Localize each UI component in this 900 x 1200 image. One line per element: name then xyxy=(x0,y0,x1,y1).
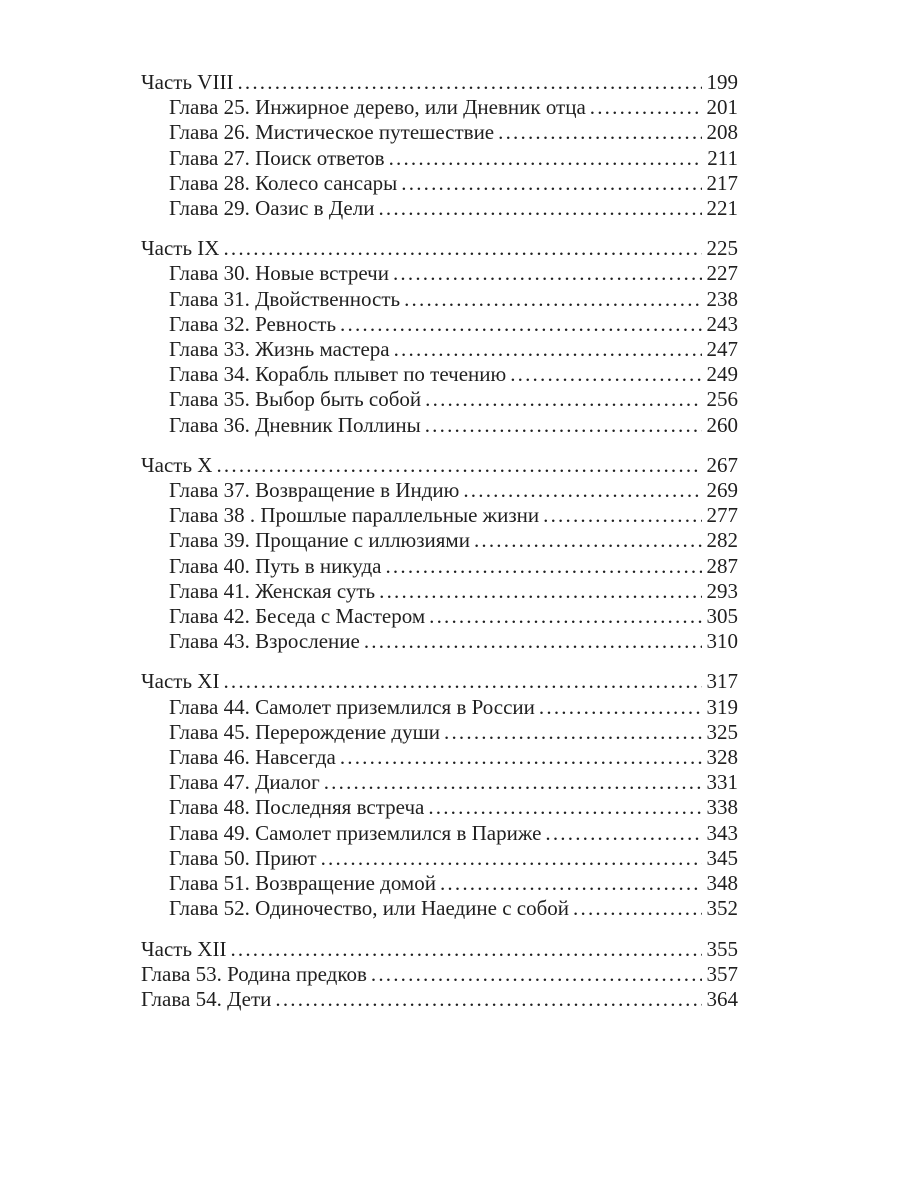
toc-entry-page: 267 xyxy=(706,452,738,477)
toc-entry-page: 221 xyxy=(706,196,738,221)
dot-leader xyxy=(428,795,701,820)
toc-chapter-row xyxy=(141,362,738,387)
toc-chapter-row xyxy=(141,629,738,654)
toc-chapter-row xyxy=(141,604,738,629)
toc-section-row xyxy=(141,937,738,962)
table-of-contents xyxy=(141,70,738,1012)
toc-entry-page: 328 xyxy=(706,745,738,770)
dot-leader xyxy=(223,236,701,261)
toc-entry-page: 352 xyxy=(706,896,738,921)
dot-leader xyxy=(230,937,701,962)
dot-leader xyxy=(321,846,702,871)
dot-leader xyxy=(545,821,701,846)
dot-leader xyxy=(429,604,701,629)
dot-leader xyxy=(379,579,701,604)
dot-leader xyxy=(463,478,701,503)
toc-entry-title: Часть XII xyxy=(141,936,227,961)
dot-leader xyxy=(425,387,701,412)
dot-leader xyxy=(539,695,702,720)
toc-entry-page: 208 xyxy=(706,120,738,145)
toc-entry-title: Глава 40. Путь в никуда xyxy=(169,553,382,578)
toc-entry-title: Глава 42. Беседа с Мастером xyxy=(169,604,426,629)
toc-chapter-row xyxy=(141,987,738,1012)
dot-leader xyxy=(474,528,702,553)
toc-chapter-row xyxy=(141,846,738,871)
dot-leader xyxy=(275,987,701,1012)
dot-leader xyxy=(444,720,701,745)
toc-entry-title: Глава 33. Жизнь мастера xyxy=(169,337,390,362)
toc-chapter-row xyxy=(141,120,738,145)
toc-entry-title: Часть XI xyxy=(141,669,220,694)
toc-chapter-row xyxy=(141,795,738,820)
toc-chapter-row xyxy=(141,770,738,795)
toc-entry-page: 345 xyxy=(706,845,738,870)
dot-leader xyxy=(425,413,702,438)
toc-entry-title: Глава 51. Возвращение домой xyxy=(169,871,436,896)
toc-entry-title: Глава 32. Ревность xyxy=(169,311,337,336)
toc-chapter-row xyxy=(141,287,738,312)
toc-chapter-row xyxy=(141,871,738,896)
toc-section-row xyxy=(141,70,738,95)
toc-entry-page: 305 xyxy=(706,604,738,629)
toc-entry-page: 247 xyxy=(706,337,738,362)
toc-entry-page: 287 xyxy=(706,553,738,578)
toc-entry-title: Глава 53. Родина предков xyxy=(141,961,367,986)
dot-leader xyxy=(371,962,702,987)
toc-entry-title: Глава 39. Прощание с иллюзиями xyxy=(169,528,470,553)
toc-entry-page: 317 xyxy=(706,669,738,694)
dot-leader xyxy=(440,871,702,896)
toc-chapter-row xyxy=(141,413,738,438)
toc-entry-page: 282 xyxy=(706,528,738,553)
toc-chapter-row xyxy=(141,261,738,286)
toc-chapter-row xyxy=(141,478,738,503)
toc-entry-title: Часть IX xyxy=(141,236,220,261)
dot-leader xyxy=(364,629,702,654)
toc-chapter-row xyxy=(141,95,738,120)
dot-leader xyxy=(510,362,701,387)
toc-section-row xyxy=(141,669,738,694)
dot-leader xyxy=(216,453,701,478)
dot-leader xyxy=(498,120,701,145)
toc-entry-title: Глава 44. Самолет приземлился в России xyxy=(169,694,535,719)
toc-chapter-row xyxy=(141,579,738,604)
toc-entry-page: 364 xyxy=(706,986,738,1011)
dot-leader xyxy=(573,896,701,921)
toc-entry-page: 269 xyxy=(706,478,738,503)
toc-entry-page: 331 xyxy=(706,770,738,795)
dot-leader xyxy=(590,95,702,120)
toc-entry-page: 355 xyxy=(706,936,738,961)
toc-entry-title: Часть X xyxy=(141,452,213,477)
toc-entry-title: Глава 37. Возвращение в Индию xyxy=(169,478,460,503)
toc-entry-title: Глава 46. Навсегда xyxy=(169,745,336,770)
toc-entry-title: Глава 47. Диалог xyxy=(169,770,320,795)
toc-entry-page: 217 xyxy=(706,170,738,195)
toc-chapter-row xyxy=(141,337,738,362)
toc-entry-title: Глава 31. Двойственность xyxy=(169,286,401,311)
dot-leader xyxy=(378,196,701,221)
toc-entry-title: Глава 28. Колесо сансары xyxy=(169,170,398,195)
toc-entry-title: Глава 27. Поиск ответов xyxy=(169,145,385,170)
toc-entry-page: 325 xyxy=(706,719,738,744)
toc-entry-page: 238 xyxy=(706,286,738,311)
toc-entry-page: 260 xyxy=(706,412,738,437)
toc-entry-title: Глава 29. Оазис в Дели xyxy=(169,196,375,221)
dot-leader xyxy=(404,287,701,312)
toc-entry-page: 256 xyxy=(706,387,738,412)
toc-entry-page: 310 xyxy=(706,629,738,654)
toc-entry-page: 277 xyxy=(706,503,738,528)
toc-chapter-row xyxy=(141,146,738,171)
dot-leader xyxy=(401,171,701,196)
toc-entry-title: Глава 43. Взросление xyxy=(169,629,360,654)
toc-chapter-row xyxy=(141,387,738,412)
toc-entry-title: Глава 38 . Прошлые параллельные жизни xyxy=(169,503,540,528)
toc-entry-page: 249 xyxy=(706,362,738,387)
toc-entry-page: 338 xyxy=(706,795,738,820)
toc-entry-page: 199 xyxy=(706,70,738,94)
toc-section-row xyxy=(141,453,738,478)
toc-entry-title: Глава 52. Одиночество, или Наедине с собой xyxy=(169,896,570,921)
toc-entry-page: 243 xyxy=(706,311,738,336)
toc-entry-page: 343 xyxy=(706,820,738,845)
toc-entry-title: Глава 26. Мистическое путешествие xyxy=(169,120,495,145)
toc-chapter-row xyxy=(141,554,738,579)
toc-entry-page: 211 xyxy=(707,145,738,170)
toc-chapter-row xyxy=(141,720,738,745)
dot-leader xyxy=(340,745,702,770)
toc-chapter-row xyxy=(141,745,738,770)
dot-leader xyxy=(393,261,702,286)
dot-leader xyxy=(340,312,701,337)
toc-chapter-row xyxy=(141,695,738,720)
toc-chapter-row xyxy=(141,821,738,846)
toc-chapter-row xyxy=(141,171,738,196)
toc-entry-title: Глава 50. Приют xyxy=(169,845,317,870)
toc-section-row xyxy=(141,236,738,261)
toc-entry-title: Глава 35. Выбор быть собой xyxy=(169,387,422,412)
dot-leader xyxy=(237,70,701,95)
toc-chapter-row xyxy=(141,528,738,553)
toc-entry-page: 225 xyxy=(706,236,738,261)
dot-leader xyxy=(324,770,702,795)
toc-entry-page: 357 xyxy=(706,961,738,986)
toc-entry-title: Глава 48. Последняя встреча xyxy=(169,795,425,820)
dot-leader xyxy=(223,669,701,694)
toc-entry-title: Глава 30. Новые встречи xyxy=(169,261,389,286)
toc-entry-page: 293 xyxy=(706,578,738,603)
toc-chapter-row xyxy=(141,312,738,337)
toc-chapter-row xyxy=(141,196,738,221)
dot-leader xyxy=(385,554,701,579)
dot-leader xyxy=(389,146,703,171)
toc-entry-title: Глава 34. Корабль плывет по течению xyxy=(169,362,507,387)
toc-chapter-row xyxy=(141,896,738,921)
toc-entry-title: Глава 25. Инжирное дерево, или Дневник отца xyxy=(169,95,586,120)
toc-entry-title: Глава 54. Дети xyxy=(141,986,272,1011)
toc-entry-page: 348 xyxy=(706,871,738,896)
dot-leader xyxy=(394,337,702,362)
toc-entry-title: Часть VIII xyxy=(141,70,234,94)
toc-entry-page: 201 xyxy=(706,95,738,120)
toc-entry-title: Глава 41. Женская суть xyxy=(169,578,376,603)
toc-entry-page: 319 xyxy=(706,694,738,719)
toc-entry-page: 227 xyxy=(706,261,738,286)
toc-entry-title: Глава 49. Самолет приземлился в Париже xyxy=(169,820,542,845)
toc-chapter-row xyxy=(141,503,738,528)
toc-chapter-row xyxy=(141,962,738,987)
toc-entry-title: Глава 36. Дневник Поллины xyxy=(169,412,421,437)
toc-entry-title: Глава 45. Перерождение души xyxy=(169,719,441,744)
dot-leader xyxy=(543,503,701,528)
